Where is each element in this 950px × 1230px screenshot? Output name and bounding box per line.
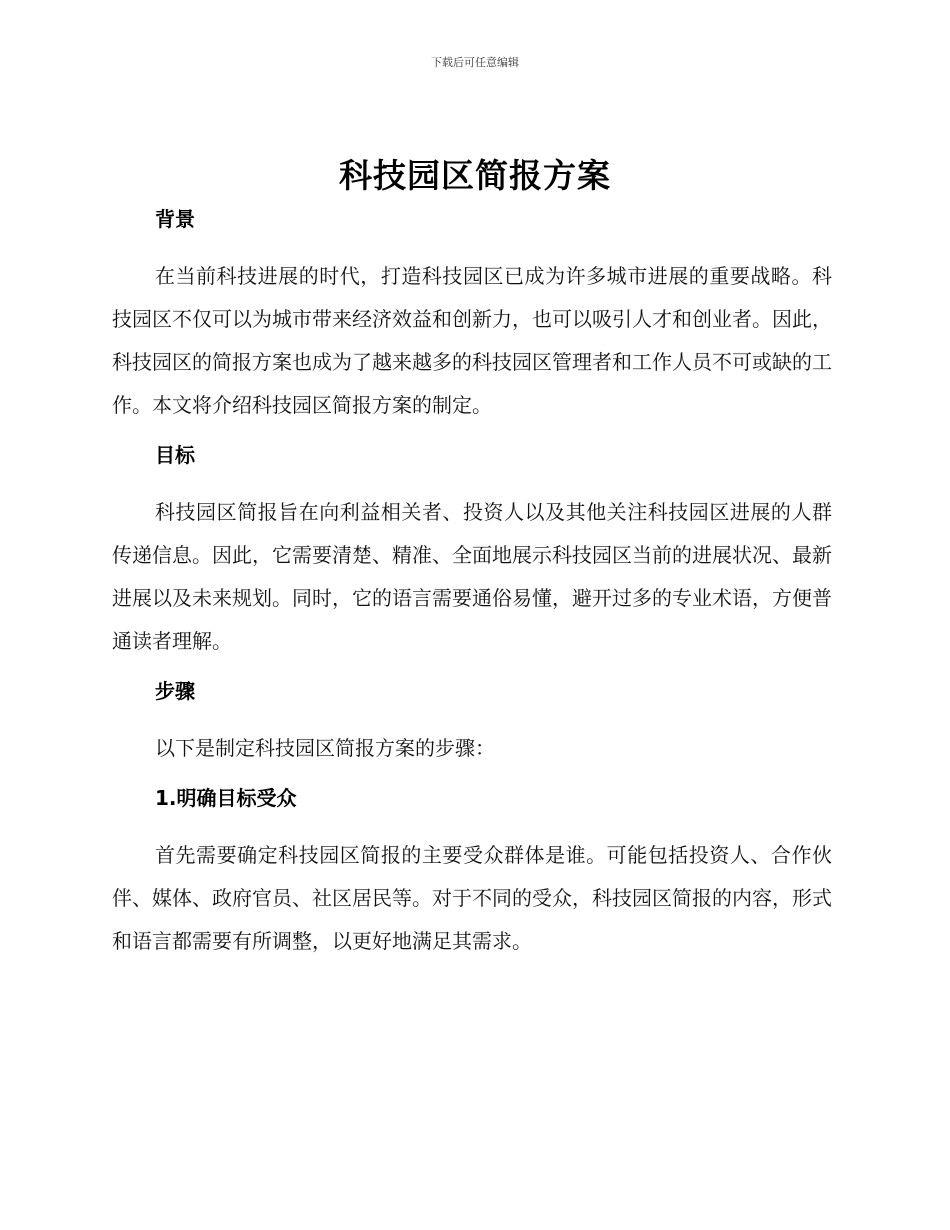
document-body: [112, 203, 832, 963]
section-paragraph-goal: 科技园区简报旨在向利益相关者、投资人以及其他关注科技园区进展的人群传递信息。因此，它需要清楚、精准、全面地展示科技园区当前的进展状况、最新进展以及未来规划。同时，它的语言需要通俗易懂，避开过多的专业术语，方便普通读者理解。: [112, 500, 832, 653]
section-paragraph-background: 在当前科技进展的时代，打造科技园区已成为许多城市进展的重要战略。科技园区不仅可以为城市带来经济效益和创新力，也可以吸引人才和创业者。因此，科技园区的简报方案也成为了越来越多的科技园区管理者和工作人员不可或缺的工作。本文将介绍科技园区简报方案的制定。: [112, 264, 832, 417]
section-heading-steps: 步骤: [155, 679, 195, 703]
section-heading-background: 背景: [155, 207, 195, 231]
section-heading-step1: 1.明确目标受众: [155, 786, 297, 810]
document-title: 科技园区简报方案: [339, 156, 611, 195]
section-paragraph-steps: 以下是制定科技园区简报方案的步骤：: [155, 736, 495, 760]
header-note: 下载后可任意编辑: [431, 56, 519, 69]
section-heading-goal: 目标: [155, 443, 195, 467]
section-paragraph-step1: 首先需要确定科技园区简报的主要受众群体是谁。可能包括投资人、合作伙伴、媒体、政府官员、社区居民等。对于不同的受众，科技园区简报的内容，形式和语言都需要有所调整，以更好地满足其需求。: [112, 843, 832, 953]
